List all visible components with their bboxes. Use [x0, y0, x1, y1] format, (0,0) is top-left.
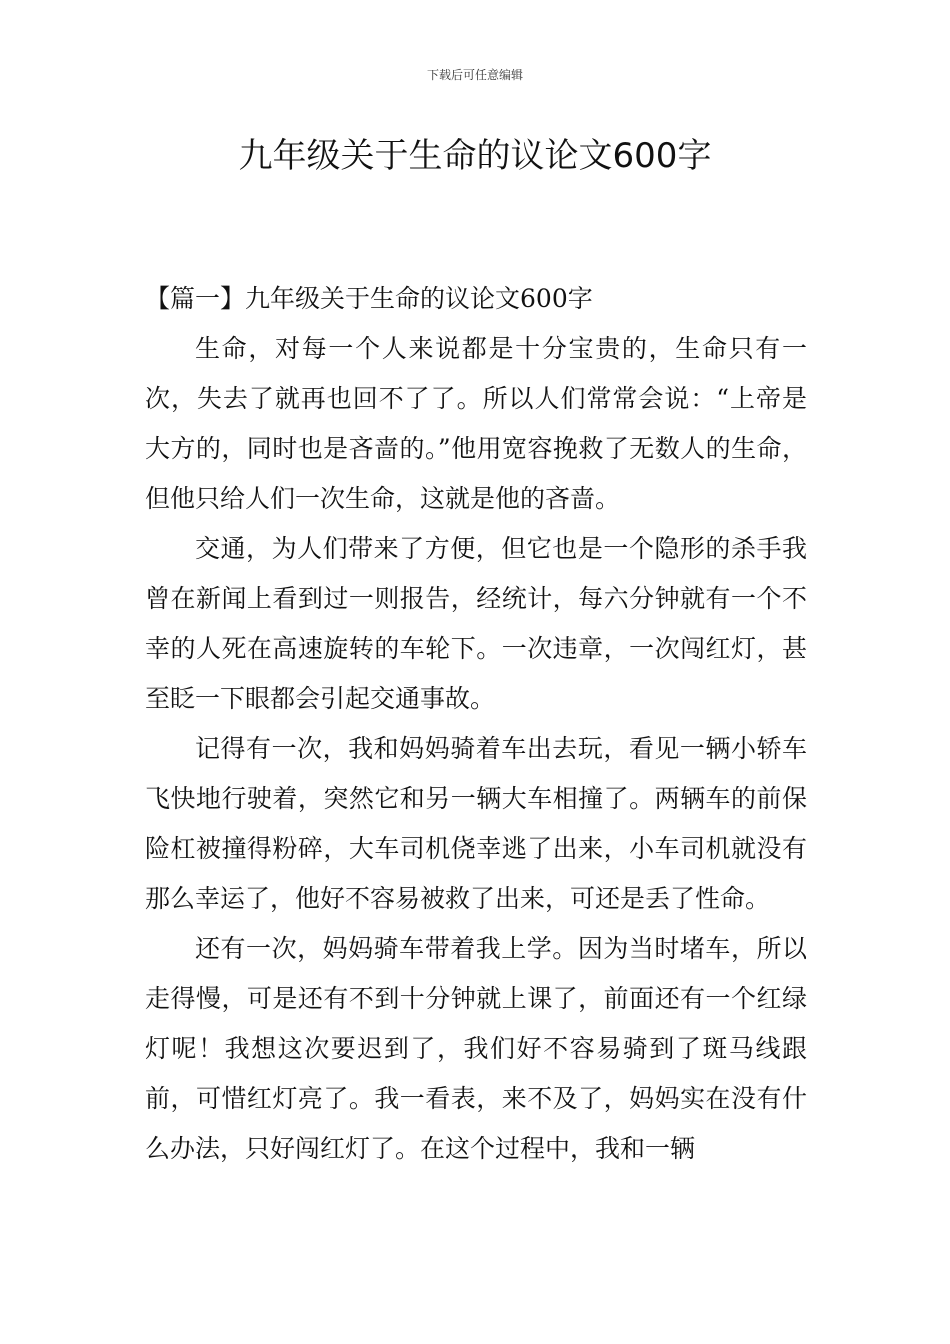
paragraph-2: 交通，为人们带来了方便，但它也是一个隐形的杀手我曾在新闻上看到过一则报告，经统计，每六分钟就有一个不幸的人死在高速旋转的车轮下。一次违章，一次闯红灯，甚至眨一下眼都会引起交通事故。: [145, 534, 807, 713]
document-body: [145, 274, 807, 1174]
document-title: 九年级关于生命的议论文600字: [238, 136, 712, 176]
section-heading: 【篇一】九年级关于生命的议论文600字: [145, 284, 593, 313]
paragraph-4: 还有一次，妈妈骑车带着我上学。因为当时堵车，所以走得慢，可是还有不到十分钟就上课了，前面还有一个红绿灯呢！我想这次要迟到了，我们好不容易骑到了斑马线跟前，可惜红灯亮了。我一看表，来不及了，妈妈实在没有什么办法，只好闯红灯了。在这个过程中，我和一辆: [145, 934, 807, 1163]
header-note: 下载后可任意编辑: [426, 68, 523, 82]
paragraph-3: 记得有一次，我和妈妈骑着车出去玩，看见一辆小轿车飞快地行驶着，突然它和另一辆大车相撞了。两辆车的前保险杠被撞得粉碎，大车司机侥幸逃了出来，小车司机就没有那么幸运了，他好不容易被救了出来，可还是丢了性命。: [145, 734, 807, 913]
paragraph-1: 生命，对每一个人来说都是十分宝贵的，生命只有一次，失去了就再也回不了了。所以人们常常会说：“上帝是大方的，同时也是吝啬的。”他用宽容挽救了无数人的生命，但他只给人们一次生命，这就是他的吝啬。: [145, 334, 807, 513]
